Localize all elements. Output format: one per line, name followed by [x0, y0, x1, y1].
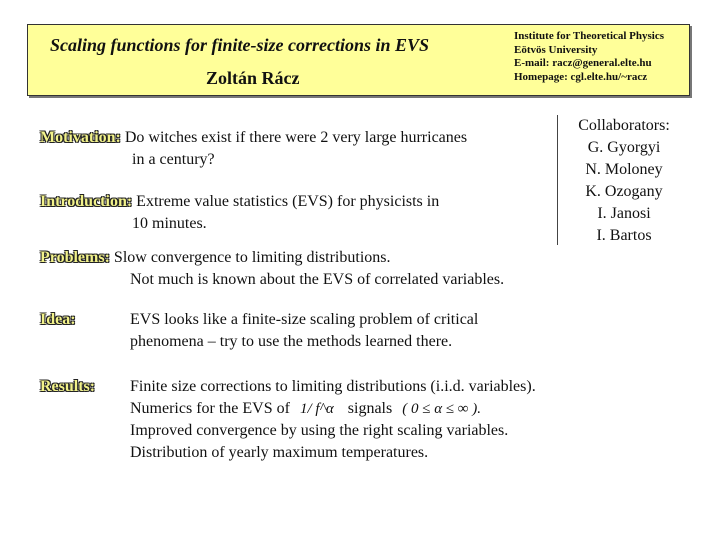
- idea-line-2: phenomena – try to use the methods learned there.: [130, 333, 453, 350]
- motivation-line-2: in a century?: [132, 151, 215, 168]
- results-line-1: Finite size corrections to limiting distributions (i.i.d. variables).: [130, 378, 536, 395]
- institute-name: Institute for Theoretical Physics: [514, 30, 665, 42]
- problems-line-1: Slow convergence to limiting distributions.: [113, 249, 391, 266]
- results-line-2: [130, 398, 536, 420]
- problems-line-2: Not much is known about the EVS of correlated variables.: [130, 271, 505, 288]
- idea-label: Idea:: [40, 311, 76, 328]
- alpha-range-formula: ( 0 ≤ α ≤ ∞ ).: [402, 401, 481, 417]
- introduction-section: [40, 191, 439, 235]
- results-line-2-signals: signals: [347, 400, 393, 417]
- collaborator-name: K. Ozogany: [585, 183, 663, 200]
- homepage-line: Homepage: cgl.elte.hu/~racz: [514, 70, 648, 83]
- power-law-formula: 1/ f^α: [299, 401, 334, 417]
- results-line-3: Improved convergence by using the right scaling variables.: [130, 422, 509, 439]
- introduction-line-1: Extreme value statistics (EVS) for physicists in: [136, 193, 440, 210]
- introduction-line-2: 10 minutes.: [132, 215, 207, 232]
- problems-label: Problems:: [40, 249, 110, 266]
- results-line-4: Distribution of yearly maximum temperatures.: [130, 444, 429, 461]
- results-line-2-start: Numerics for the EVS of: [130, 400, 290, 417]
- header-banner: [27, 24, 690, 96]
- motivation-line-1: Do witches exist if there were 2 very large hurricanes: [124, 129, 468, 146]
- introduction-label: Introduction:: [40, 193, 133, 210]
- results-label: Results:: [40, 378, 96, 395]
- email-line: E-mail: racz@general.elte.hu: [514, 57, 652, 69]
- collaborator-name: I. Janosi: [597, 205, 651, 222]
- motivation-section: [40, 127, 467, 171]
- collaborator-name: I. Bartos: [596, 227, 652, 244]
- collaborators-block: [557, 115, 680, 245]
- author-name: Zoltán Rácz: [206, 68, 300, 88]
- motivation-label: Motivation:: [40, 129, 121, 146]
- idea-line-1: EVS looks like a finite-size scaling problem of critical: [130, 311, 479, 328]
- institution-block: [514, 30, 664, 84]
- university-name: Eötvös University: [514, 43, 598, 56]
- collaborators-heading: Collaborators:: [578, 117, 670, 134]
- slide-title: Scaling functions for finite-size corrections in EVS: [50, 35, 430, 55]
- problems-section: [40, 247, 504, 291]
- collaborator-name: N. Moloney: [585, 161, 663, 178]
- collaborator-name: G. Gyorgyi: [587, 139, 661, 156]
